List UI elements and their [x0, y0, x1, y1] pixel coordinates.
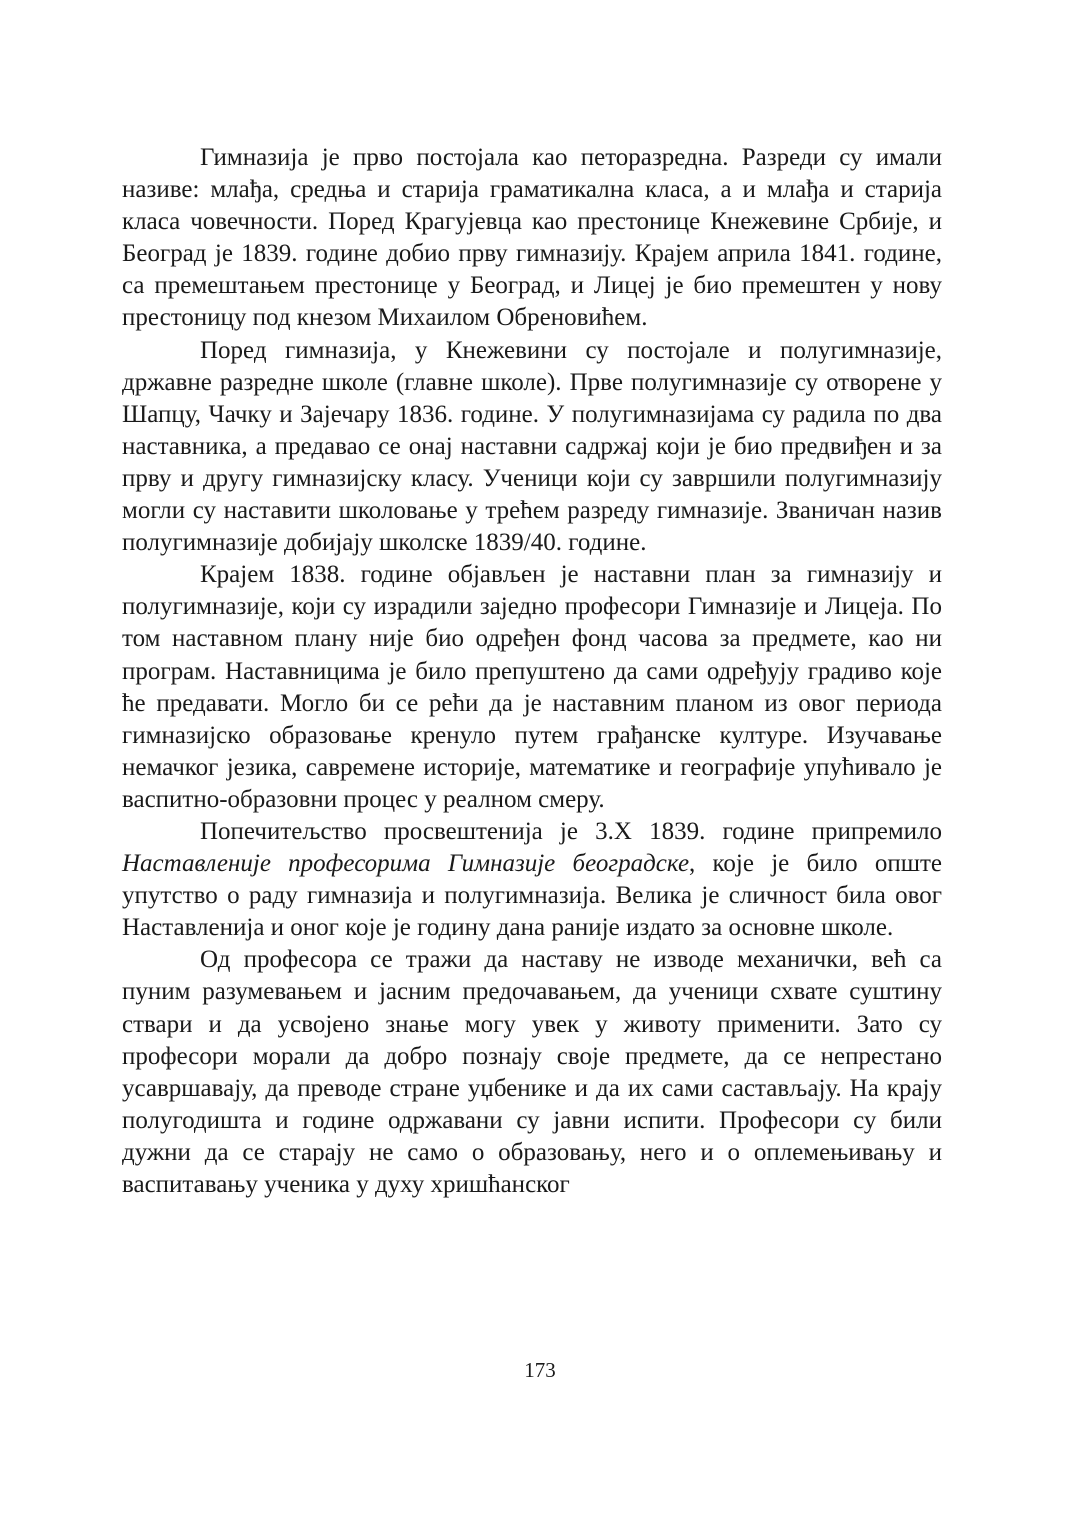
- paragraph-3: Крајем 1838. године објављен је наставни план за гимназију и полугимназије, који су израдили заједно професори Гимназије и Лицеја. По том наставном плану није био одређен фонд часова за предмете, као ни програм. Наставницима је било препуштено да сами одређују градиво које ће предавати. Могло би се рећи да је наставним планом из овог периода гимназијско образовање кренуло путем грађанске културе. Изучавање немачког језика, савремене историје, математике и географије упућивало је васпитно-образовни процес у реалном смеру.: [122, 561, 942, 813]
- paragraph-4-lead: Попечитељство просвештенија је 3.X 1839. године припремило: [200, 817, 942, 845]
- paragraph-2: Поред гимназија, у Кнежевини су постојале и полугимназије, државне разредне школе (главне школе). Прве полугимназије су отворене у Шапцу, Чачку и Зајечару 1836. године. У полугимназијама су радила по два наставника, а предавао се онај наставни садржај који је био предвиђен и за прву и другу гимназијску класу. Ученици који су завршили полугимназију могли су наставити школовање у трећем разреду гимназије. Званичан назив полугимназије добијају школске 1839/40. године.: [122, 336, 942, 557]
- paragraph-4: [122, 816, 942, 944]
- document-title-italic: Наставленије професорима Гимназије београдске: [122, 850, 690, 878]
- body-text: [122, 142, 942, 1201]
- paragraph-4-rest: , које је било опште упутство о раду гимназија и полугимназија. Велика је сличност била овог Наставленија и оног које је годину дана раније издато за основне школе.: [122, 850, 943, 942]
- page-number: 173: [524, 1358, 556, 1382]
- paragraph-1: Гимназија је прво постојала као петоразредна. Разреди су имали називе: млађа, средња и старија граматикална класа, а и млађа и старија класа човечности. Поред Крагујевца као престонице Кнежевине Србије, и Београд је 1839. године добио прву гимназију. Крајем априла 1841. године, са премештањем престонице у Београд, и Лицеј је био премештен у нову престоницу под кнезом Михаилом Обреновићем.: [122, 144, 942, 332]
- paragraph-5: Од професора се тражи да наставу не изводе механички, већ са пуним разумевањем и јасним предочавањем, да ученици схвате суштину ствари и да усвојено знање могу увек у животу применити. Зато су професори морали да добро познају своје предмете, да се непрестано усавршавају, да преводе стране уџбенике и да их сами састављају. На крају полугодишта и године одржавани су јавни испити. Професори су били дужни да се старају не само о образовању, него и о оплемењивању и васпитавању ученика у духу хришћанског: [122, 946, 942, 1198]
